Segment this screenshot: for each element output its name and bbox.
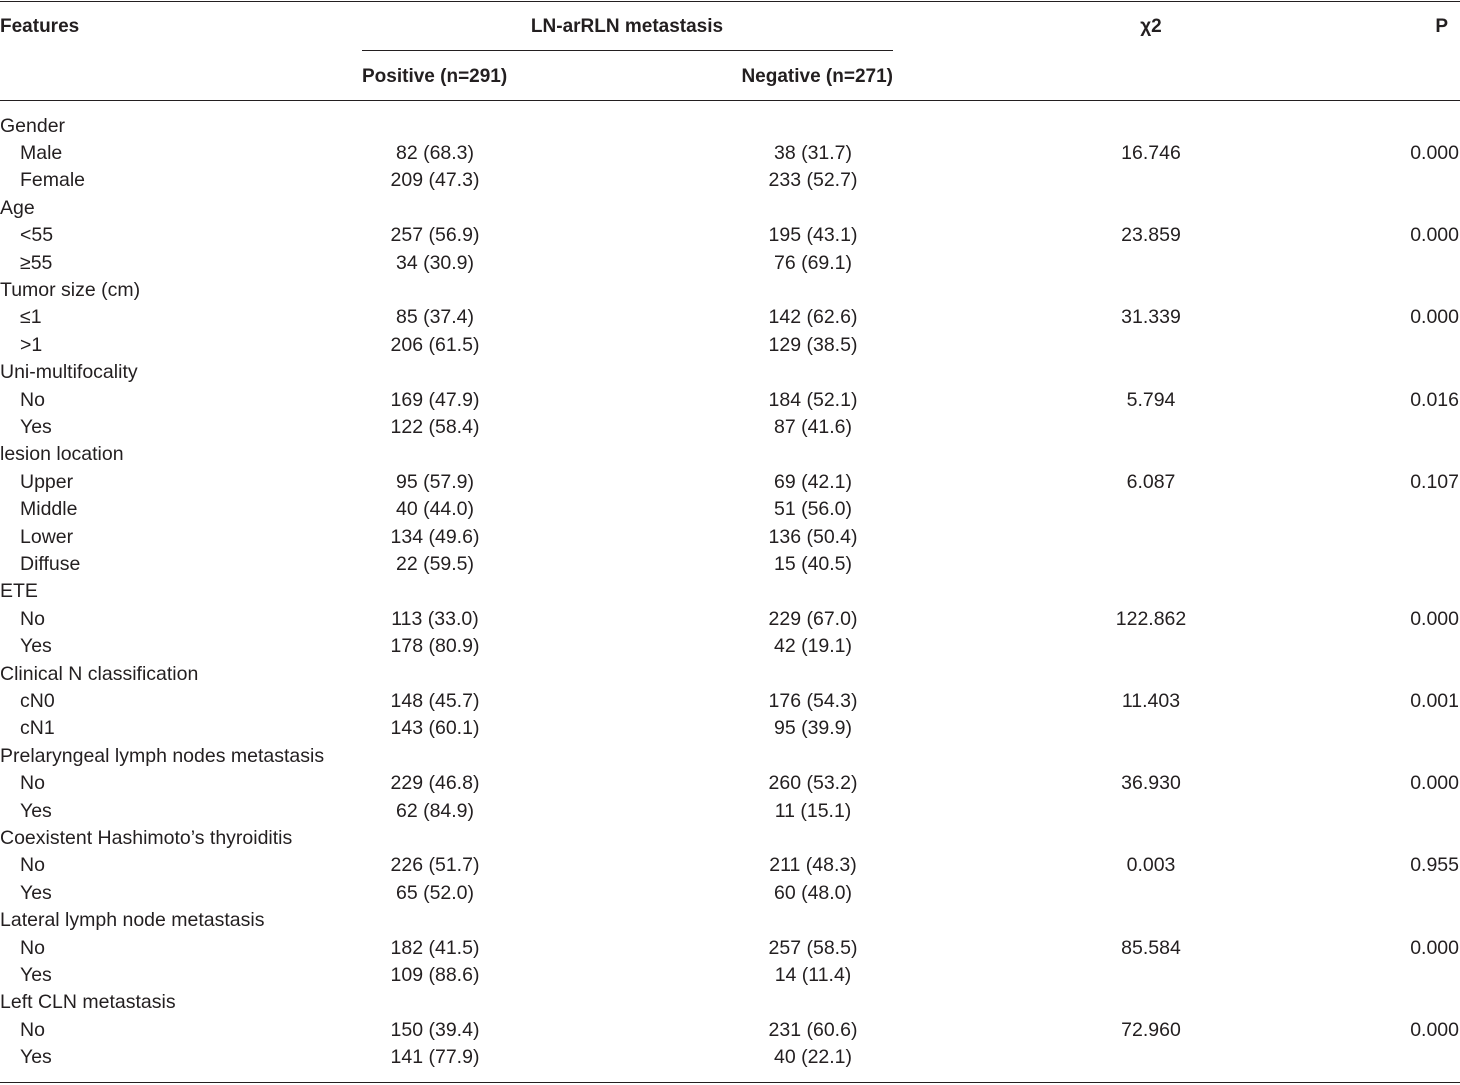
table-row: [0, 880, 1460, 907]
positive-cell: 229 (46.8): [390, 772, 480, 795]
p-cell: 0.000: [1410, 772, 1459, 795]
chi2-cell: 31.339: [1121, 306, 1181, 329]
p-cell: 0.000: [1410, 936, 1459, 959]
group-row: [0, 907, 1460, 934]
group-row: [0, 825, 1460, 852]
positive-cell: 65 (52.0): [395, 881, 475, 904]
positive-cell: 169 (47.9): [390, 388, 480, 411]
positive-cell: 178 (80.9): [390, 635, 480, 658]
row-label: Diffuse: [20, 552, 81, 575]
negative-cell: 42 (19.1): [773, 635, 853, 658]
table-row: [0, 469, 1460, 496]
chi2-cell: 85.584: [1121, 936, 1181, 959]
row-label: Yes: [20, 963, 52, 986]
group-row: [0, 578, 1460, 605]
chi2-cell: 11.403: [1121, 689, 1181, 712]
bottom-rule: [0, 1082, 1460, 1083]
table-row: [0, 1044, 1460, 1071]
positive-cell: 150 (39.4): [390, 1018, 480, 1041]
row-label: Left CLN metastasis: [0, 991, 176, 1014]
chi2-cell: 23.859: [1121, 224, 1181, 247]
chi2-cell: 6.087: [1126, 470, 1176, 493]
group-row: [0, 441, 1460, 468]
row-label: Tumor size (cm): [0, 278, 141, 301]
positive-cell: 122 (58.4): [390, 415, 480, 438]
row-label: No: [20, 1018, 45, 1041]
negative-cell: 233 (52.7): [768, 169, 858, 192]
top-rule: [0, 1, 1460, 2]
table-row: [0, 250, 1460, 277]
group-row: [0, 277, 1460, 304]
negative-cell: 195 (43.1): [768, 224, 858, 247]
header-p: P: [1435, 16, 1448, 37]
table-row: [0, 551, 1460, 578]
negative-cell: 51 (56.0): [773, 498, 853, 521]
row-label: Prelaryngeal lymph nodes metastasis: [0, 744, 325, 767]
negative-cell: 229 (67.0): [768, 607, 858, 630]
chi2-cell: 5.794: [1126, 388, 1176, 411]
row-label: >1: [20, 333, 43, 356]
negative-cell: 184 (52.1): [768, 388, 858, 411]
p-cell: 0.000: [1410, 141, 1459, 164]
row-label: Lower: [20, 525, 74, 548]
row-label: No: [20, 388, 45, 411]
negative-cell: 176 (54.3): [768, 689, 858, 712]
positive-cell: 257 (56.9): [390, 224, 480, 247]
table-row: [0, 606, 1460, 633]
chi2-cell: 122.862: [1115, 607, 1187, 630]
row-label: cN1: [20, 717, 55, 740]
negative-cell: 129 (38.5): [768, 333, 858, 356]
row-label: <55: [20, 224, 54, 247]
table-row: [0, 935, 1460, 962]
row-label: lesion location: [0, 443, 124, 466]
group-rule: [362, 50, 893, 51]
negative-cell: 142 (62.6): [768, 306, 858, 329]
row-label: Lateral lymph node metastasis: [0, 909, 265, 932]
positive-cell: 62 (84.9): [395, 799, 475, 822]
row-label: ≤1: [20, 306, 42, 329]
table-row: [0, 387, 1460, 414]
row-label: Age: [0, 196, 35, 219]
positive-cell: 95 (57.9): [395, 470, 475, 493]
row-label: Female: [20, 169, 86, 192]
row-label: No: [20, 607, 45, 630]
group-row: [0, 195, 1460, 222]
row-label: Yes: [20, 415, 52, 438]
group-row: [0, 359, 1460, 386]
row-label: Gender: [0, 114, 66, 137]
negative-cell: 260 (53.2): [768, 772, 858, 795]
negative-cell: 95 (39.9): [773, 717, 853, 740]
header-negative: Negative (n=271): [741, 66, 893, 87]
table-row: [0, 852, 1460, 879]
group-row: [0, 661, 1460, 688]
negative-cell: 40 (22.1): [773, 1046, 853, 1069]
row-label: Coexistent Hashimoto’s thyroiditis: [0, 826, 293, 849]
negative-cell: 211 (48.3): [769, 854, 857, 877]
table-row: [0, 633, 1460, 660]
table-row: [0, 167, 1460, 194]
positive-cell: 182 (41.5): [390, 936, 480, 959]
row-label: Upper: [20, 470, 74, 493]
negative-cell: 38 (31.7): [773, 141, 853, 164]
p-cell: 0.016: [1410, 388, 1459, 411]
table-row: [0, 496, 1460, 523]
chi2-cell: 0.003: [1126, 854, 1176, 877]
p-cell: 0.107: [1410, 470, 1459, 493]
positive-cell: 141 (77.9): [390, 1046, 480, 1069]
chi2-cell: 16.746: [1121, 141, 1181, 164]
positive-cell: 148 (45.7): [390, 689, 480, 712]
negative-cell: 11 (15.1): [774, 799, 852, 822]
chi2-cell: 36.930: [1121, 772, 1181, 795]
row-label: cN0: [20, 689, 55, 712]
row-label: Uni-multifocality: [0, 361, 138, 384]
table-row: [0, 715, 1460, 742]
table-row: [0, 962, 1460, 989]
row-label: ≥55: [20, 251, 53, 274]
positive-cell: 206 (61.5): [390, 333, 480, 356]
p-cell: 0.000: [1410, 306, 1459, 329]
header-group: LN-arRLN metastasis: [530, 16, 724, 37]
negative-cell: 136 (50.4): [768, 525, 858, 548]
p-cell: 0.000: [1410, 224, 1459, 247]
positive-cell: 113 (33.0): [391, 607, 479, 630]
group-row: [0, 989, 1460, 1016]
negative-cell: 231 (60.6): [768, 1018, 858, 1041]
positive-cell: 40 (44.0): [395, 498, 475, 521]
p-cell: 0.001: [1410, 689, 1459, 712]
table-row: [0, 332, 1460, 359]
group-row: [0, 743, 1460, 770]
positive-cell: 226 (51.7): [390, 854, 480, 877]
row-label: Middle: [20, 498, 78, 521]
negative-cell: 257 (58.5): [768, 936, 858, 959]
positive-cell: 34 (30.9): [395, 251, 475, 274]
positive-cell: 134 (49.6): [390, 525, 480, 548]
p-cell: 0.000: [1410, 607, 1459, 630]
row-label: ETE: [0, 580, 38, 603]
row-label: Yes: [20, 799, 52, 822]
row-label: Male: [20, 141, 63, 164]
header-rule: [0, 100, 1460, 101]
table-row: [0, 524, 1460, 551]
negative-cell: 87 (41.6): [773, 415, 853, 438]
row-label: No: [20, 854, 45, 877]
row-label: Yes: [20, 881, 52, 904]
positive-cell: 109 (88.6): [390, 963, 480, 986]
positive-cell: 22 (59.5): [395, 552, 475, 575]
negative-cell: 14 (11.4): [774, 963, 852, 986]
header-positive: Positive (n=291): [362, 66, 508, 87]
header-chi2: χ2: [1140, 16, 1162, 37]
negative-cell: 69 (42.1): [773, 470, 853, 493]
table-row: [0, 770, 1460, 797]
table-row: [0, 688, 1460, 715]
table-row: [0, 414, 1460, 441]
p-cell: 0.955: [1410, 854, 1459, 877]
row-label: Yes: [20, 635, 52, 658]
positive-cell: 143 (60.1): [390, 717, 480, 740]
chi2-cell: 72.960: [1121, 1018, 1181, 1041]
negative-cell: 76 (69.1): [773, 251, 853, 274]
row-label: No: [20, 772, 45, 795]
table-row: [0, 222, 1460, 249]
p-cell: 0.000: [1410, 1018, 1459, 1041]
table-row: [0, 304, 1460, 331]
negative-cell: 15 (40.5): [773, 552, 853, 575]
table-row: [0, 798, 1460, 825]
positive-cell: 85 (37.4): [395, 306, 475, 329]
row-label: Clinical N classification: [0, 662, 199, 685]
positive-cell: 82 (68.3): [395, 141, 475, 164]
positive-cell: 209 (47.3): [390, 169, 480, 192]
table-row: [0, 1017, 1460, 1044]
negative-cell: 60 (48.0): [773, 881, 853, 904]
row-label: Yes: [20, 1046, 52, 1069]
row-label: No: [20, 936, 45, 959]
table-row: [0, 140, 1460, 167]
header-features: Features: [0, 16, 80, 37]
group-row: [0, 113, 1460, 140]
